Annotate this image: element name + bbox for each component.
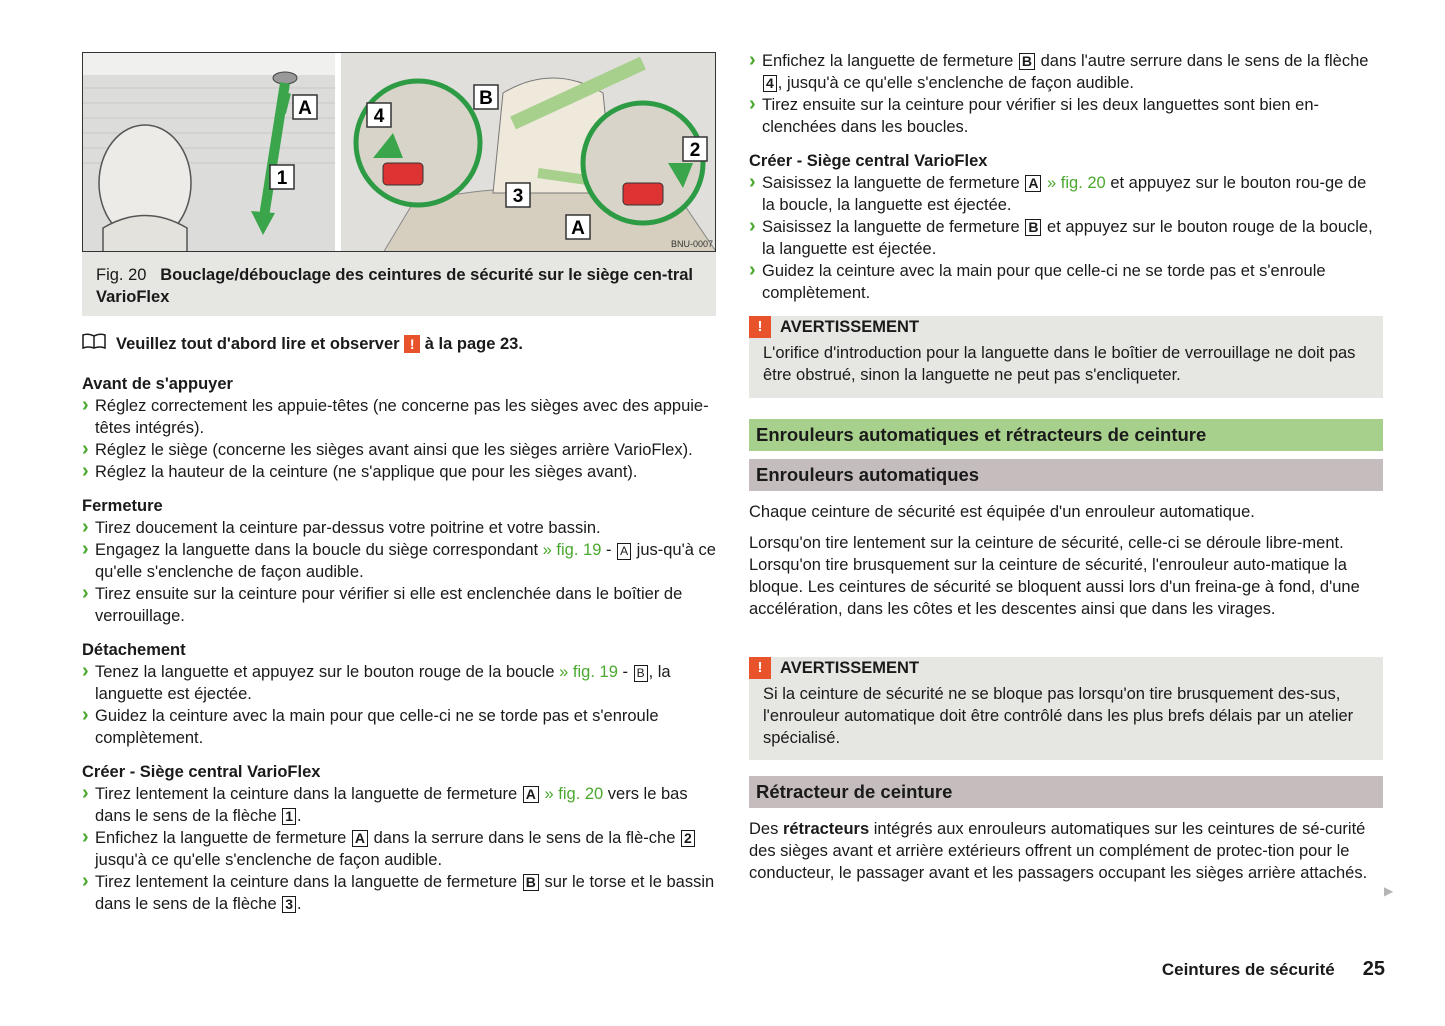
figure-caption [82,252,716,316]
figure-code: BNU-0007 [670,239,713,249]
next-page-arrow-icon: ▶ [1384,884,1394,898]
list-item: › Réglez correctement les appuie-têtes (ne concerne pas les sièges avec des appuie-têtes intégrés). [82,395,716,439]
label-a-text: A [298,98,312,119]
section-band-enrouleurs: Enrouleurs automatiques [749,459,1383,491]
warning-box-2 [749,657,1383,760]
page-number: 25 [1362,958,1385,980]
paragraph: Des rétracteurs intégrés aux enrouleurs automatiques sur les ceintures de sé-curité des sièges avant et arrière extérieurs offrent un complément de protec-tion pour le conducteur, le passager avant et les passagers occupant les sièges arrière attachés. [749,820,1368,882]
warning-title: AVERTISSEMENT [780,658,920,677]
list-item: › Tenez la languette et appuyez sur le bouton rouge de la boucle » fig. 19 - B , la languette est éjectée. [82,661,716,705]
list-item: › Tirez lentement la ceinture dans la languette de fermeture B sur le torse et le bassin dans le sens de la flèche 3 . [82,871,716,915]
warning-icon: ! [404,335,420,353]
enrouleurs-text [749,501,1383,620]
section-title-detachement: Détachement [82,641,186,659]
list-item: › Réglez la hauteur de la ceinture (ne s'applique que pour les sièges avant). [82,461,716,483]
fig-20-link[interactable]: » fig. 20 [539,785,604,803]
book-icon [82,333,106,355]
figure-20 [82,52,716,252]
warning-icon: ! [749,657,771,679]
list-item: › Tirez ensuite sur la ceinture pour vérifier si elle est enclenchée dans le boîtier de verrouillage. [82,583,716,627]
fig-19-link[interactable]: » fig. 19 [542,541,602,559]
section-title-avant: Avant de s'appuyer [82,375,233,393]
label-1-text: 1 [276,168,288,189]
list-item: › Enfichez la languette de fermeture A dans la serrure dans le sens de la flè-che 2 jusqu'à ce qu'elle s'enclenche de façon audible. [82,827,716,871]
fig-20-link[interactable]: » fig. 20 [1042,174,1106,192]
list-item: › Guidez la ceinture avec la main pour que celle-ci ne se torde pas et s'enroule complètement. [749,260,1383,304]
list-item: › Engagez la languette dans la boucle du siège correspondant » fig. 19 - A jus-qu'à ce qu'elle s'enclenche de façon audible. [82,539,716,583]
section-title-creer: Créer - Siège central VarioFlex [82,763,321,781]
list-item: › Enfichez la languette de fermeture B dans l'autre serrure dans le sens de la flèche 4 , jusqu'à ce qu'elle s'enclenche de façon audible. [749,50,1383,94]
section-band-retracteur: Rétracteur de ceinture [749,776,1383,808]
warning-icon: ! [749,316,771,338]
section-title-creer-2: Créer - Siège central VarioFlex [749,152,988,170]
footer-section-title: Ceintures de sécurité [1161,959,1335,979]
warning-text: Si la ceinture de sécurité ne se bloque pas lorsqu'on tire brusquement des-sus, l'enrouleur automatique doit être contrôlé dans les plus brefs délais par un atelier spécialisé. [763,685,1354,747]
label-4-text: 4 [373,106,385,127]
list-item: › Saisissez la languette de fermeture A » fig. 20 et appuyez sur le bouton rou-ge de la boucle, la languette est éjectée. [749,172,1383,216]
label-b-text: B [479,88,493,109]
list-item: › Réglez le siège (concerne les sièges avant ainsi que les sièges arrière VarioFlex). [82,439,716,461]
list-item: › Saisissez la languette de fermeture B et appuyez sur le bouton rouge de la boucle, la languette est éjectée. [749,216,1383,260]
left-column [82,333,716,915]
label-2-text: 2 [689,140,701,161]
warning-title: AVERTISSEMENT [780,317,920,336]
warning-text: L'orifice d'introduction pour la languette dans le boîtier de verrouillage ne doit pas être obstrué, sinon la languette ne peut pas s'encliqueter. [763,344,1356,384]
list-item: › Tirez lentement la ceinture dans la languette de fermeture A » fig. 20 vers le bas dans le sens de la flèche 1 . [82,783,716,827]
retracteur-text [749,818,1383,884]
section-title-fermeture: Fermeture [82,497,163,515]
page-footer [1162,958,1385,981]
right-column [749,50,1383,304]
fig-19-link[interactable]: » fig. 19 [559,663,618,681]
label-a2-text: A [571,218,585,239]
read-note: Veuillez tout d'abord lire et observer ! à la page 23. [82,333,716,355]
list-item: › Tirez doucement la ceinture par-dessus votre poitrine et votre bassin. [82,517,716,539]
paragraph: Lorsqu'on tire lentement sur la ceinture de sécurité, celle-ci se déroule libre-ment. Lorsqu'on tire brusquement sur la ceinture de sécurité, l'enrouleur auto-matique la bloque. Les ceintures de sécurité se bloquent aussi lors d'un freina-ge à fond, d'une accélération, dans les côtes et les descentes ainsi que dans les virages. [749,534,1360,618]
warning-box-1 [749,316,1383,398]
seatbelt-illustration [83,53,716,252]
list-item: › Guidez la ceinture avec la main pour que celle-ci ne se torde pas et s'enroule complètement. [82,705,716,749]
label-3-text: 3 [512,186,524,207]
caption-title: Bouclage/débouclage des ceintures de sécurité sur le siège cen-tral VarioFlex [96,266,693,306]
caption-number: Fig. 20 [96,266,147,284]
list-item: › Tirez ensuite sur la ceinture pour vérifier si les deux languettes sont bien en-clenchées dans les boucles. [749,94,1383,138]
paragraph: Chaque ceinture de sécurité est équipée d'un enrouleur automatique. [749,503,1255,521]
section-band-enrouleurs-retracteurs: Enrouleurs automatiques et rétracteurs de ceinture [749,419,1383,451]
